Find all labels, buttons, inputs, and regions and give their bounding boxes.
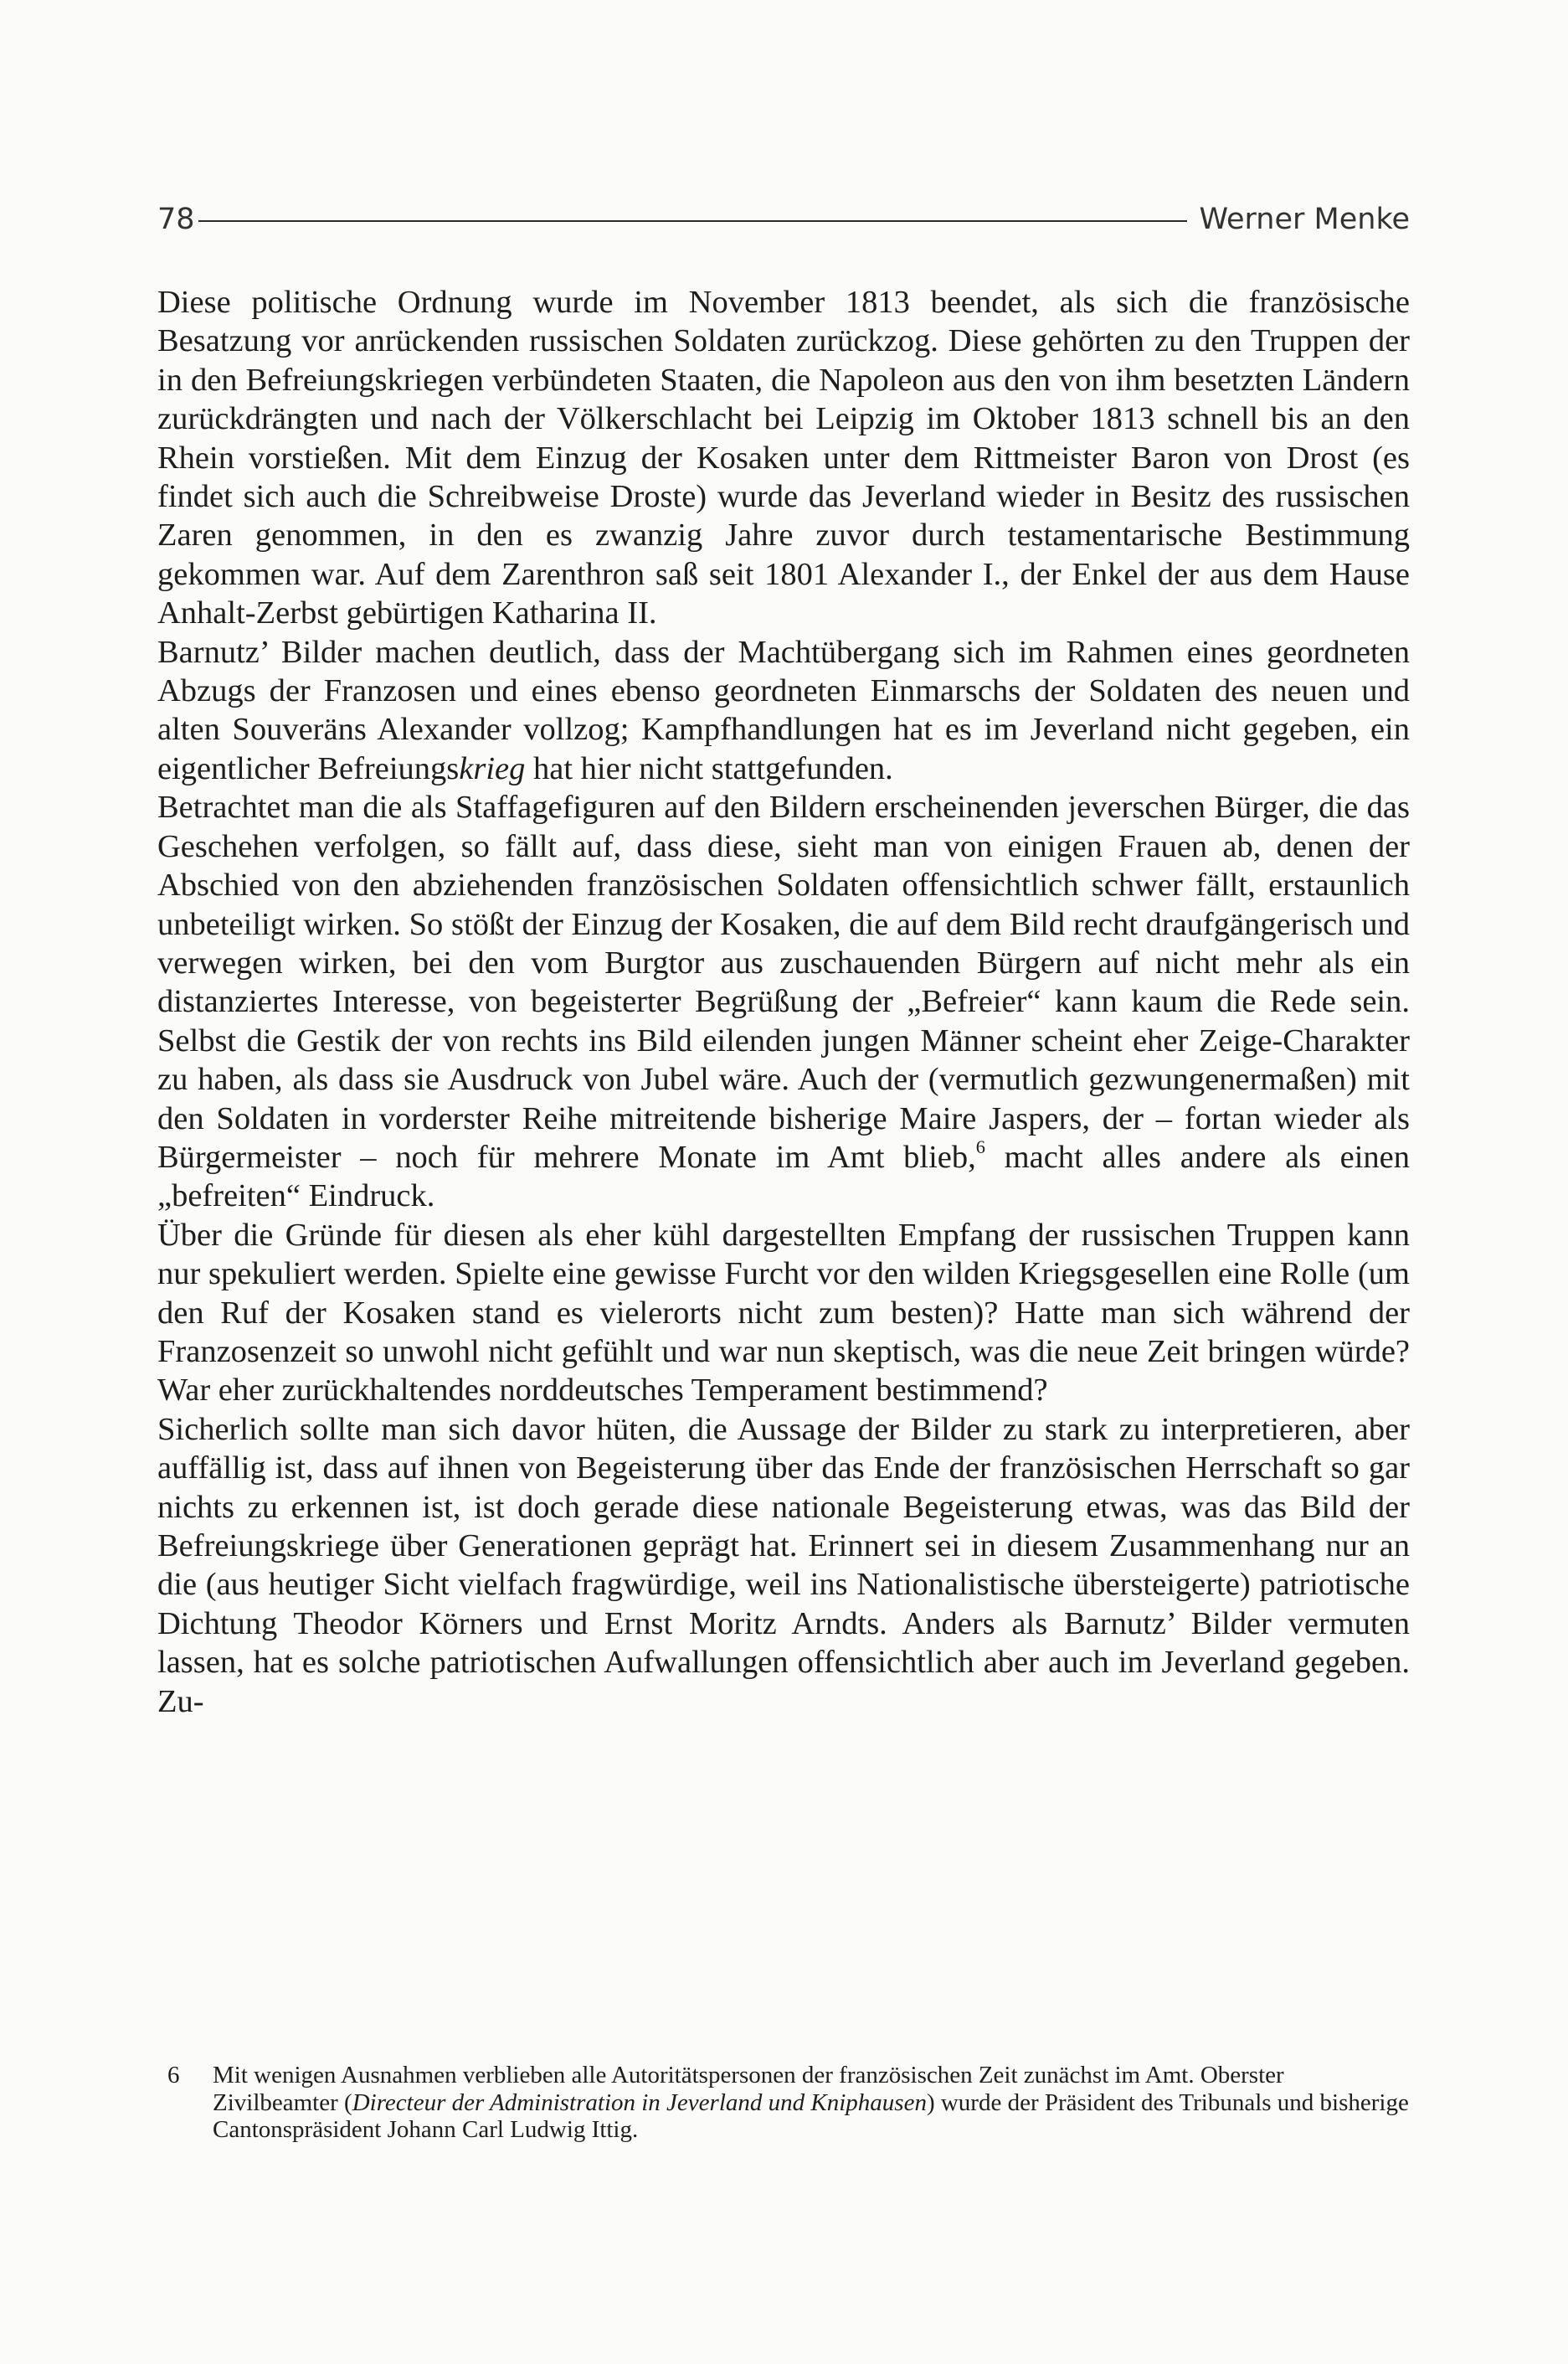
running-head-author: Werner Menke: [1199, 203, 1410, 236]
header-rule: [198, 220, 1188, 222]
paragraph-2-text: Barnutz’ Bilder machen deutlich, dass der Machtübergang sich im Rahmen eines geordneten Abzugs der Franzosen und eines ebenso geordneten Einmarschs der Soldaten des neuen und alten Souveräns Alexander vollzog; Kampfhandlungen hat es im Jeverland nicht gegeben, ein eigentlicher Befreiungs: [157, 634, 1410, 786]
footnote-emphasis: Directeur der Administration in Jeverland und Kniphausen: [352, 2088, 927, 2116]
paragraph-3: [157, 788, 1410, 1215]
footnote-ref-6[interactable]: 6: [975, 1136, 985, 1157]
footnote-text: [213, 2062, 1410, 2144]
running-head: [157, 194, 1410, 245]
paragraph-3-text: Betrachtet man die als Staffagefiguren auf den Bildern erscheinenden jeverschen Bürger, die das Geschehen verfolgen, so fällt auf, dass diese, sieht man von einigen Frauen ab, denen der Abschied von den abziehenden französischen Soldaten offensichtlich schwer fällt, erstaunlich unbeteiligt wirken. So stößt der Einzug der Kosaken, die auf dem Bild recht draufgängerisch und verwegen wirken, bei den vom Burgtor aus zuschauenden Bürgern auf nicht mehr als ein distanziertes Interesse, von begeisterter Begrüßung der „Befreier“ kann kaum die Rede sein. Selbst die Gestik der von rechts ins Bild eilenden jungen Männer scheint eher Zeige-Charakter zu haben, als dass sie Ausdruck von Jubel wäre. Auch der (vermutlich gezwungenermaßen) mit den Soldaten in vorderster Reihe mitreitende bisherige Maire Jaspers, der – fortan wieder als Bürgermeister – noch für mehrere Monate im Amt blieb,: [157, 790, 1410, 1175]
page-number: 78: [157, 203, 195, 236]
paragraph-2-text-end: hat hier nicht stattgefunden.: [525, 750, 893, 786]
main-text: [157, 283, 1410, 1721]
paragraph-1: Diese politische Ordnung wurde im November 1813 beendet, als sich die französische Besatzung vor anrückenden russischen Soldaten zurückzog. Diese gehörten zu den Truppen der in den Befreiungskriegen verbündeten Staaten, die Napoleon aus den von ihm besetzten Ländern zurückdrängten und nach der Völkerschlacht bei Leipzig im Oktober 1813 schnell bis an den Rhein vorstießen. Mit dem Einzug der Kosaken unter dem Rittmeister Baron von Drost (es findet sich auch die Schreibweise Droste) wurde das Jeverland wieder in Besitz des russischen Zaren genommen, in den es zwanzig Jahre zuvor durch testamentarische Bestimmung gekommen war. Auf dem Zarenthron saß seit 1801 Alexander I., der Enkel der aus dem Hause Anhalt-Zerbst gebürtigen Katharina II.: [157, 285, 1410, 631]
paragraph-3-text-end: macht alles andere als einen „befreiten“ Eindruck.: [157, 1139, 1410, 1214]
paragraph-4: Über die Gründe für diesen als eher kühl dargestellten Empfang der russischen Truppen kann nur spekuliert werden. Spielte eine gewisse Furcht vor den wilden Kriegsgesellen eine Rolle (um den Ruf der Kosaken stand es vielerorts nicht zum besten)? Hatte man sich während der Franzosenzeit so unwohl nicht gefühlt und war nun skeptisch, was die neue Zeit bringen würde? War eher zurückhaltendes norddeutsches Temperament bestimmend?: [157, 1217, 1410, 1409]
footnote-text-end: ) wurde der Präsident des Tribunals und bisherige Cantonspräsident Johann Carl Ludwig Ittig.: [213, 2088, 1409, 2143]
footnote-6: [167, 2062, 1410, 2144]
paragraph-5: Sicherlich sollte man sich davor hüten, die Aussage der Bilder zu stark zu interpretieren, aber auffällig ist, dass auf ihnen von Begeisterung über das Ende der französischen Herrschaft so gar nichts zu erkennen ist, ist doch gerade diese nationale Begeisterung etwas, was das Bild der Befreiungskriege über Generationen geprägt hat. Erinnert sei in diesem Zusammenhang nur an die (aus heutiger Sicht vielfach fragwürdige, weil ins Nationalistische übersteigerte) patriotische Dichtung Theodor Körners und Ernst Moritz Arndts. Anders als Barnutz’ Bilder vermuten lassen, hat es solche patriotischen Aufwallungen offensichtlich aber auch im Jeverland gegeben. Zu-: [157, 1411, 1410, 1719]
footnote-text-start: Mit wenigen Ausnahmen verblieben alle Autoritätspersonen der französischen Zeit zunächst im Amt. Oberster Zivilbeamter (: [213, 2062, 1284, 2116]
footnotes: [167, 2062, 1410, 2144]
footnote-number: 6: [167, 2062, 180, 2088]
paragraph-2-emphasis: krieg: [459, 750, 526, 786]
paragraph-2: [157, 633, 1410, 789]
